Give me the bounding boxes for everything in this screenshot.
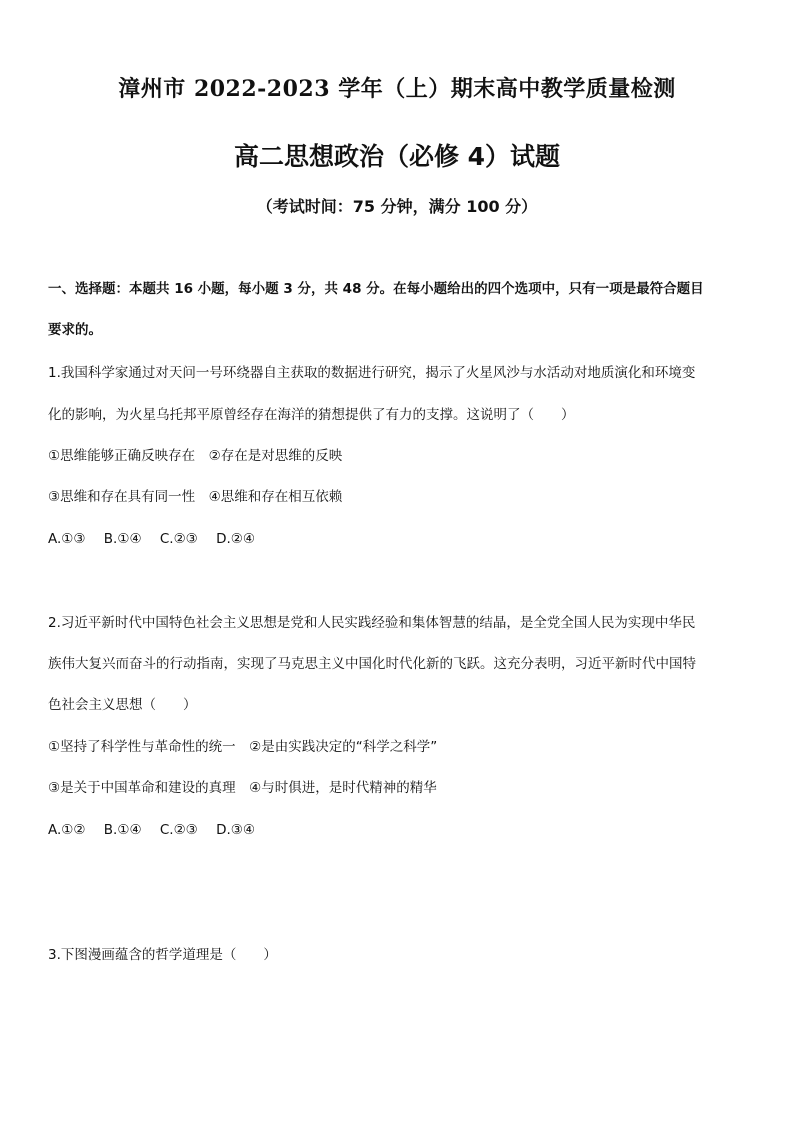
q2-statements-line-1: ①坚持了科学性与革命性的统一 ②是由实践决定的“科学之科学”	[48, 739, 438, 755]
q2-option-c: C.②③	[159, 822, 198, 838]
section-instruction-line-2: 要求的。	[48, 322, 102, 338]
q1-option-b: B.①④	[103, 531, 142, 547]
q1-option-d: D.②④	[216, 531, 255, 547]
exam-title: 漳州市 2022-2023 学年（上）期末高中教学质量检测	[118, 76, 676, 102]
q2-options	[48, 820, 754, 840]
q1-stem-line-1: 1.我国科学家通过对天问一号环绕器自主获取的数据进行研究，揭示了火星风沙与水活动对地质演化和环境变	[48, 365, 696, 381]
subject-title: 高二思想政治（必修 4）试题	[233, 142, 561, 171]
section-instruction-line-1: 一、选择题：本题共 16 小题，每小题 3 分，共 48 分。在每小题给出的四个选项中，只有一项是最符合题目	[48, 281, 704, 297]
q2-option-b: B.①④	[103, 822, 142, 838]
q2-stem-line-2: 族伟大复兴而奋斗的行动指南，实现了马克思主义中国化时代化新的飞跃。这充分表明，习近平新时代中国特	[48, 656, 696, 672]
q2-statements-line-2: ③是关于中国革命和建设的真理 ④与时俱进，是时代精神的精华	[48, 780, 437, 796]
q1-statements-line-2: ③思维和存在具有同一性 ④思维和存在相互依赖	[48, 489, 343, 505]
q1-option-a: A.①③	[48, 531, 86, 547]
q2-option-d: D.③④	[216, 822, 255, 838]
q1-options	[48, 529, 754, 549]
q1-stem-line-2: 化的影响，为火星乌托邦平原曾经存在海洋的猜想提供了有力的支撑。这说明了（ ）	[48, 407, 575, 423]
q1-option-c: C.②③	[159, 531, 198, 547]
q3-stem-line-1: 3.下图漫画蕴含的哲学道理是（ ）	[48, 947, 277, 963]
q2-stem-line-3: 色社会主义思想（ ）	[48, 697, 197, 713]
q2-option-a: A.①②	[48, 822, 86, 838]
q2-stem-line-1: 2.习近平新时代中国特色社会主义思想是党和人民实践经验和集体智慧的结晶，是全党全国人民为实现中华民	[48, 615, 696, 631]
exam-info: （考试时间：75 分钟，满分 100 分）	[256, 197, 538, 216]
q1-statements-line-1: ①思维能够正确反映存在 ②存在是对思维的反映	[48, 448, 343, 464]
